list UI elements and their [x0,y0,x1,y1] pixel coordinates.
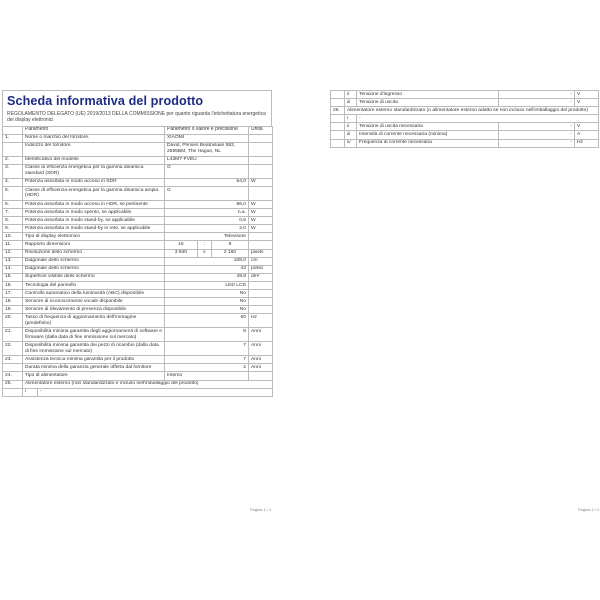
row-unit [249,306,273,314]
table-body [3,134,273,396]
row-value: L43M7-FVEU [165,156,249,164]
table-body-continued [331,91,599,148]
header-parameter: Parametro [23,126,165,134]
table-row [3,273,273,281]
row-number [331,123,345,131]
ratio-table [165,241,248,248]
page-2-footer: Pagina 2 / 2 [578,507,600,512]
row-number: 25. [3,380,23,388]
row-unit [249,290,273,298]
row-value: 7 [165,342,249,356]
row-parameter: Potenza assorbita in modo stand-by in rete, se applicabile [23,225,165,233]
row-number: 13. [3,257,23,265]
ratio-part: 9 [211,241,248,248]
table-row [3,217,273,225]
table-row [3,380,273,388]
table-row [331,131,599,139]
row-parameter: Intensità di corrente necessaria (minima) [357,131,499,139]
roman-numeral: iii [345,99,357,107]
row-unit: V [575,91,599,99]
row-number: 12. [3,249,23,257]
row-value: 108,0 [165,257,249,265]
row-number [3,364,23,372]
row-value [165,249,249,257]
sub-row [23,388,273,396]
row-parameter: Alimentatore esterno (non standardizzato e incluso nell'imballaggio del prodotto) [23,380,273,388]
row-value: - [499,139,575,147]
row-parameter: Disponibilità minima garantita degli aggiornamenti di software e firmware (dalla data di fine immissione sul mercato) [23,328,165,342]
row-value: 2,0 [165,225,249,233]
row-number: 1. [3,134,23,142]
row-parameter: Tipo di display elettronico [23,233,165,241]
row-number: 21. [3,328,23,342]
header-number [3,126,23,134]
row-value: No [165,298,249,306]
table-row [3,364,273,372]
ratio-part: : [197,241,211,248]
table-row [331,115,599,123]
row-parameter: Frequenza di corrente necessaria [357,139,499,147]
row-number: 7. [3,209,23,217]
row-value: - [499,99,575,107]
row-value: 8 [165,328,249,342]
row-unit [249,372,273,380]
row-number: 23. [3,356,23,364]
row-unit: W [249,225,273,233]
row-number: 14. [3,265,23,273]
row-number: 15. [3,273,23,281]
regulation-subtitle: REGOLAMENTO DELEGATO (UE) 2019/2013 DELLA COMMISSIONE per quanto riguarda l'etichettatura energetica dei display elettronici [7,111,266,124]
title-box [2,90,272,126]
table-row [331,107,599,115]
row-number: 18. [3,298,23,306]
page-1-footer: Pagina 1 / 2 [250,507,272,512]
row-parameter: Tensione di uscita necessaria [357,123,499,131]
row-parameter: Rapporto dimensioni [23,241,165,249]
row-number: 4. [3,178,23,186]
row-value: 7 [165,356,249,364]
table-row [331,99,599,107]
row-parameter: Classe di efficienza energetica per la gamma dinamica standard (SDR) [23,164,165,178]
row-unit [249,233,273,241]
row-value: 60 [165,314,249,328]
row-unit: dm² [249,273,273,281]
table-row [3,178,273,186]
row-value: - [499,131,575,139]
table-row [3,298,273,306]
row-parameter: Sensore di rilevamento di presenza disponibile [23,306,165,314]
row-number [3,388,23,396]
document-title: Scheda informativa del prodotto [7,94,204,108]
row-number [331,115,345,123]
row-parameter: Durata minima della garanzia generale offerta dal fornitore [23,364,165,372]
row-parameter: Potenza assorbita in modo stand-by, se applicabile [23,217,165,225]
row-number [331,131,345,139]
row-unit: Hz [575,139,599,147]
sub-value: - [357,115,599,123]
sub-value: - [40,389,42,395]
row-number [331,91,345,99]
row-value: Televisore [165,233,249,241]
row-unit: V [575,99,599,107]
row-value: 86,0 [165,200,249,208]
header-unit: Unità [249,126,273,134]
ratio-table [165,250,248,257]
table-header-row [3,126,273,134]
ratio-part: 16 [165,241,197,248]
header-value: Parametro o valore e precisione [165,126,249,134]
row-unit [249,241,273,249]
row-number: 19. [3,306,23,314]
row-number: 24. [3,372,23,380]
row-unit: cm [249,257,273,265]
row-number: 11. [3,241,23,249]
row-parameter: Assistenza tecnica minima garantita per il prodotto [23,356,165,364]
row-parameter: Tensione d'ingresso [357,91,499,99]
row-unit [249,281,273,289]
row-number: 8. [3,217,23,225]
row-unit: pollici [249,265,273,273]
row-value: LED LCD [165,281,249,289]
row-value: G [165,186,249,200]
row-parameter: Risoluzione dello schermo [23,249,165,257]
row-value: G [165,164,249,178]
row-value: - [499,91,575,99]
table-row [3,328,273,342]
row-number: 3. [3,164,23,178]
product-info-table-continued [330,90,599,148]
row-unit: W [249,200,273,208]
sub-table [23,389,272,396]
table-row [3,342,273,356]
row-parameter: Potenza assorbita in modo acceso in HDR, se pertinente [23,200,165,208]
row-parameter: Classe di efficienza energetica per la gamma dinamica ampia (HDR) [23,186,165,200]
row-number [331,139,345,147]
row-unit: A [575,131,599,139]
table-row [3,225,273,233]
row-number: 2. [3,156,23,164]
ratio-part: 3 840 [165,250,197,257]
table-row [3,186,273,200]
row-parameter: Controllo automatico della luminosità (ABC) disponibile [23,290,165,298]
row-value: No [165,306,249,314]
table-row [3,241,273,249]
sub-table-row [23,389,272,396]
row-unit: pixels [249,249,273,257]
row-value: 49,8 [165,273,249,281]
table-row [3,372,273,380]
row-unit: Hz [249,314,273,328]
ratio-row [165,250,248,257]
row-parameter: Potenza assorbita in modo acceso in SDR [23,178,165,186]
row-unit: W [249,209,273,217]
row-unit [249,134,273,142]
row-parameter: Alimentatore esterno standardizzato (o alimentatore esterno adatto se non incluso nell'imballaggio del prodotto) [345,107,599,115]
table-row [3,306,273,314]
page-2 [330,90,598,514]
roman-numeral: ii [345,123,357,131]
roman-numeral: ii [345,91,357,99]
row-number: 6. [3,200,23,208]
row-parameter: Tipo di alimentatore [23,372,165,380]
ratio-row [165,241,248,248]
row-value: 54,0 [165,178,249,186]
table-row [331,139,599,147]
table-row [3,265,273,273]
row-number [331,99,345,107]
row-value [165,241,249,249]
row-number: 10. [3,233,23,241]
roman-numeral: iii [345,131,357,139]
row-unit: W [249,178,273,186]
table-row [3,142,273,156]
row-unit [249,156,273,164]
row-value: XIAOMI [165,134,249,142]
row-unit [249,298,273,306]
table-row [3,156,273,164]
product-info-table [2,126,273,397]
row-unit [249,142,273,156]
row-unit: Anni [249,364,273,372]
row-value: 0,5 [165,217,249,225]
row-value: No [165,290,249,298]
table-row [3,281,273,289]
row-number: 20. [3,314,23,328]
roman-numeral: iv [345,139,357,147]
table-row [3,164,273,178]
row-number: 9. [3,225,23,233]
table-row [3,290,273,298]
row-parameter: Superficie visibile dello schermo [23,273,165,281]
row-number: 5. [3,186,23,200]
table-row [3,209,273,217]
row-number: 17. [3,290,23,298]
row-unit: V [575,123,599,131]
row-value: David, Prinses Beatrixlaan 582, 2595BM, The Hague, NL [165,142,249,156]
table-row [3,200,273,208]
row-unit: Anni [249,328,273,342]
table-row [3,134,273,142]
roman-numeral: i [23,389,38,396]
row-number [3,142,23,156]
page-1 [2,90,272,514]
table-row [3,249,273,257]
row-unit: Anni [249,342,273,356]
row-unit: Anni [249,356,273,364]
row-value: - [499,123,575,131]
row-parameter: Tecnologia del pannello [23,281,165,289]
row-parameter: Tensione di uscita [357,99,499,107]
row-parameter: Indirizzo del fornitore. [23,142,165,156]
row-parameter: Nome o marchio del fornitore. [23,134,165,142]
row-unit: W [249,217,273,225]
row-value: n.a. [165,209,249,217]
row-parameter: Identificativo del modello [23,156,165,164]
row-parameter: Disponibilità minima garantita dei pezzi di ricambio (dalla data di fine immissione sul mercato) [23,342,165,356]
row-value: Interno [165,372,249,380]
row-parameter: Potenza assorbita in modo spento, se applicabile [23,209,165,217]
row-parameter: Diagonale dello schermo [23,257,165,265]
row-parameter: Diagonale dello schermo [23,265,165,273]
row-parameter: Tasso di frequenza di aggiornamento dell'immagine (predefinito) [23,314,165,328]
row-number: 16. [3,281,23,289]
table-row [3,356,273,364]
row-parameter: Sensore di riconoscimento vocale disponibile [23,298,165,306]
table-row [3,388,273,396]
row-unit [249,186,273,200]
row-unit [249,164,273,178]
table-row [3,233,273,241]
table-row [3,314,273,328]
ratio-part: 2 160 [211,250,248,257]
roman-numeral: i [345,115,357,123]
table-row [331,123,599,131]
row-value: 43 [165,265,249,273]
table-row [3,257,273,265]
row-number: 22. [3,342,23,356]
row-value: 2 [165,364,249,372]
row-number: 26. [331,107,345,115]
ratio-part: x [197,250,211,257]
table-row [331,91,599,99]
